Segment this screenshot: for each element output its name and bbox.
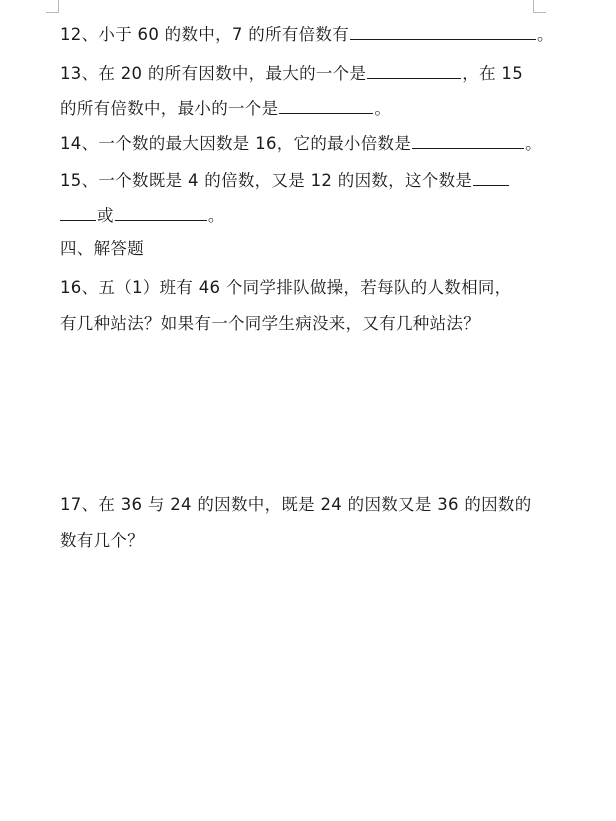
question-13-period: 。 bbox=[374, 99, 392, 118]
answer-blank[interactable] bbox=[350, 22, 536, 40]
answer-blank[interactable] bbox=[115, 203, 207, 221]
answer-blank[interactable] bbox=[473, 168, 509, 186]
question-14 bbox=[60, 131, 542, 155]
page-corner-mark-left bbox=[46, 0, 59, 13]
question-14-text: 14、一个数的最大因数是 16，它的最小倍数是 bbox=[60, 134, 412, 153]
question-15-line-1 bbox=[60, 168, 510, 192]
page-corner-mark-right bbox=[533, 0, 546, 13]
answer-blank[interactable] bbox=[367, 61, 461, 79]
question-15-line-2 bbox=[60, 203, 225, 227]
question-13-text: 13、在 20 的所有因数中，最大的一个是 bbox=[60, 64, 367, 83]
answer-blank[interactable] bbox=[60, 203, 96, 221]
answer-blank[interactable] bbox=[279, 96, 373, 114]
problem-17-line-1: 17、在 36 与 24 的因数中，既是 24 的因数又是 36 的因数的 bbox=[60, 495, 532, 514]
problem-16-line-1: 16、五（1）班有 46 个同学排队做操，若每队的人数相同， bbox=[60, 278, 512, 297]
question-13-line-1 bbox=[60, 61, 523, 85]
problem-16-line-2: 有几种站法？如果有一个同学生病没来，又有几种站法？ bbox=[60, 314, 480, 333]
question-13-text-line2: 的所有倍数中，最小的一个是 bbox=[60, 99, 279, 118]
answer-blank[interactable] bbox=[412, 131, 524, 149]
question-15-or: 或 bbox=[97, 206, 114, 225]
question-13-line-2 bbox=[60, 96, 391, 120]
question-15-text: 15、一个数既是 4 的倍数，又是 12 的因数，这个数是 bbox=[60, 171, 473, 190]
question-13-text-middle: ，在 15 bbox=[462, 64, 524, 83]
question-12-text: 12、小于 60 的数中，7 的所有倍数有 bbox=[60, 25, 350, 44]
section-heading: 四、解答题 bbox=[60, 239, 144, 258]
question-15-period: 。 bbox=[207, 206, 225, 225]
problem-17-line-2: 数有几个？ bbox=[60, 531, 144, 550]
question-12 bbox=[60, 22, 554, 46]
question-14-period: 。 bbox=[525, 134, 542, 153]
question-12-period: 。 bbox=[537, 25, 554, 44]
